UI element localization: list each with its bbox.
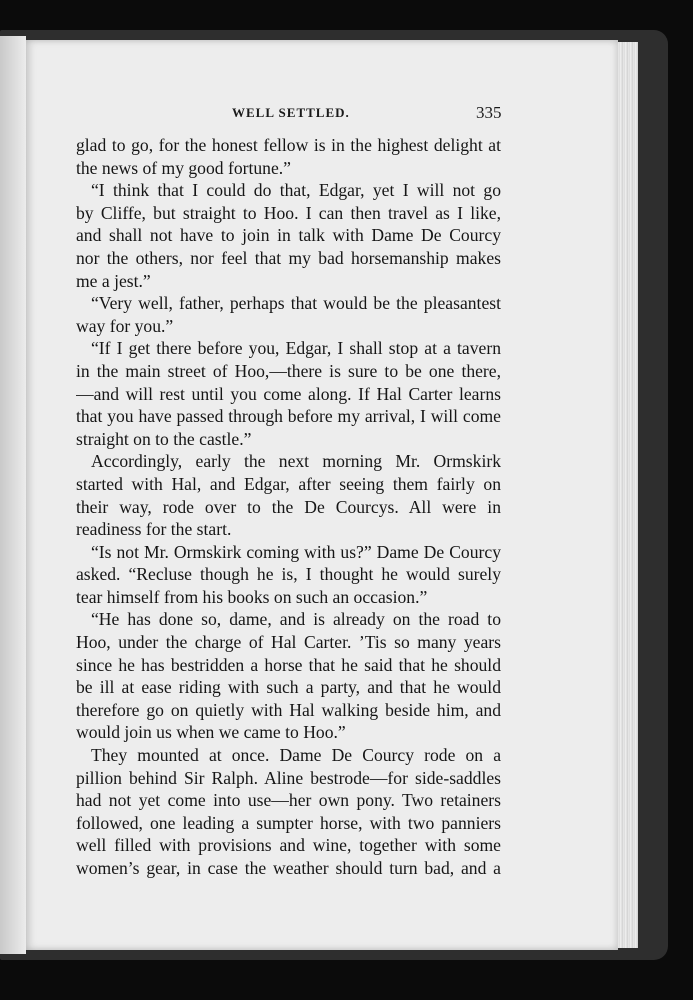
text-line: started with Hal, and Edgar, after seeing them fairly on xyxy=(76,473,501,494)
text-line: would join us when we came to Hoo.” xyxy=(76,722,346,743)
text-line: —and will rest until you come along. If Hal Carter learns xyxy=(76,383,501,404)
body-text xyxy=(76,134,501,880)
text-line: “If I get there before you, Edgar, I shall stop at a tavern xyxy=(91,338,501,359)
text-line: tear himself from his books on such an occasion.” xyxy=(76,586,428,607)
text-line: the news of my good fortune.” xyxy=(76,157,291,178)
text-line: and shall not have to join in talk with Dame De Courcy xyxy=(76,225,501,246)
text-line: straight on to the castle.” xyxy=(76,428,252,449)
text-line: well filled with provisions and wine, together with some xyxy=(76,835,501,856)
text-line: “Is not Mr. Ormskirk coming with us?” Dame De Courcy xyxy=(91,541,501,562)
running-title: WELL SETTLED. xyxy=(232,105,350,120)
text-line: since he has bestridden a horse that he said that he should xyxy=(76,654,501,675)
text-line: asked. “Recluse though he is, I thought he would surely xyxy=(76,564,501,585)
text-line: by Cliffe, but straight to Hoo. I can then travel as I like, xyxy=(76,202,501,223)
page-number: 335 xyxy=(476,103,502,122)
text-line: be ill at ease riding with such a party, and that he would xyxy=(76,677,501,698)
text-line: followed, one leading a sumpter horse, with two panniers xyxy=(76,812,501,833)
text-line: had not yet come into use—her own pony. Two retainers xyxy=(76,790,501,811)
text-line: They mounted at once. Dame De Courcy rode on a xyxy=(91,745,501,766)
text-line: that you have passed through before my arrival, I will come xyxy=(76,406,501,427)
text-line: “He has done so, dame, and is already on the road to xyxy=(91,609,501,630)
running-head xyxy=(0,103,693,127)
text-line: glad to go, for the honest fellow is in the highest delight at xyxy=(76,135,501,155)
facing-page-edge xyxy=(0,36,26,954)
text-line: in the main street of Hoo,—there is sure to be one there, xyxy=(76,360,501,381)
text-line: Accordingly, early the next morning Mr. Ormskirk xyxy=(91,451,501,472)
text-line: therefore go on quietly with Hal walking beside him, and xyxy=(76,699,501,720)
text-line: pillion behind Sir Ralph. Aline bestrode—for side-saddles xyxy=(76,767,501,788)
text-line: readiness for the start. xyxy=(76,519,232,540)
text-line: their way, rode over to the De Courcys. All were in xyxy=(76,496,501,517)
text-line: “Very well, father, perhaps that would be the pleasantest xyxy=(91,293,501,314)
text-line: Hoo, under the charge of Hal Carter. ’Tis so many years xyxy=(76,632,501,653)
text-line: me a jest.” xyxy=(76,270,151,291)
text-line: women’s gear, in case the weather should turn bad, and a xyxy=(76,858,501,878)
text-line: nor the others, nor feel that my bad horsemanship makes xyxy=(76,247,501,268)
text-line: way for you.” xyxy=(76,315,174,336)
text-line: “I think that I could do that, Edgar, yet I will not go xyxy=(91,180,501,201)
